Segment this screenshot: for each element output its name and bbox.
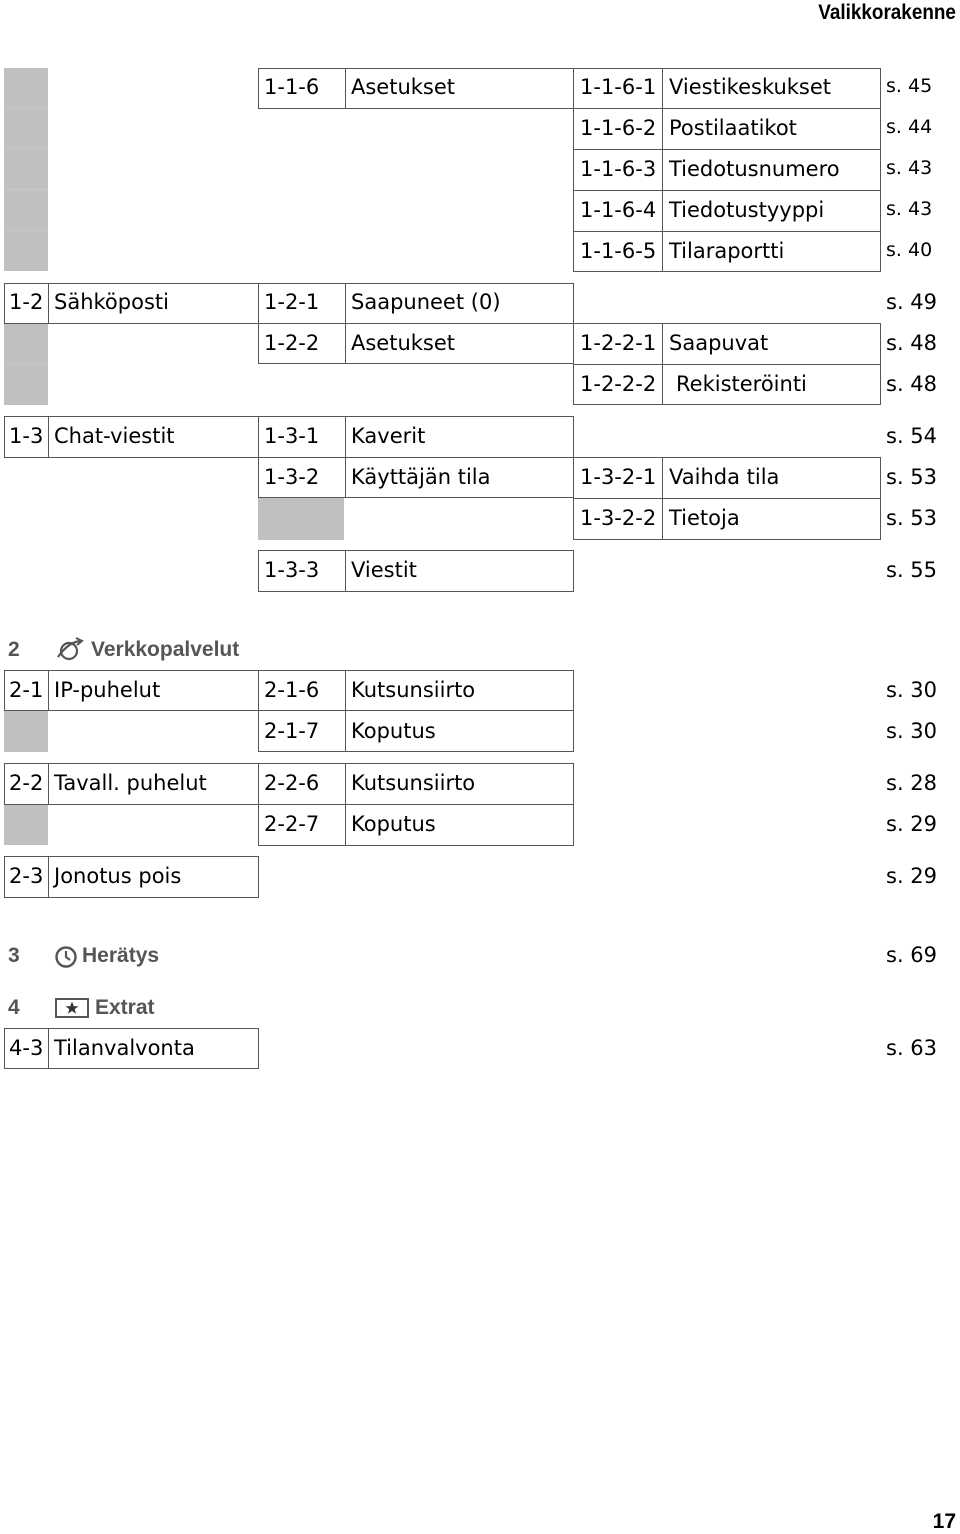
menu-label: Kutsunsiirto	[351, 678, 476, 702]
page-ref: s. 55	[886, 558, 938, 582]
page-ref: s. 29	[886, 864, 938, 888]
menu-code: 2-1-7	[264, 719, 320, 743]
menu-label: Jonotus pois	[54, 864, 182, 888]
page-ref: s. 45	[886, 75, 933, 97]
menu-code: 2-2-6	[264, 771, 320, 795]
divider	[574, 498, 880, 499]
menu-label: Viestikeskukset	[669, 75, 832, 99]
page-ref: s. 40	[886, 239, 933, 261]
menu-code: 1-3-3	[264, 558, 320, 582]
menu-label: Asetukset	[351, 331, 456, 355]
page-ref: s. 30	[886, 678, 938, 702]
page-ref: s. 48	[886, 372, 938, 396]
menu-code: 1-2	[9, 290, 44, 314]
menu-label: Koputus	[351, 719, 436, 743]
section-number: 2	[8, 638, 20, 661]
divider	[574, 190, 880, 191]
menu-code: 4-3	[9, 1036, 44, 1060]
page-ref: s. 30	[886, 719, 938, 743]
menu-label: Postilaatikot	[669, 116, 797, 140]
continuation-bar	[4, 805, 48, 845]
menu-code: 1-2-2	[264, 331, 320, 355]
menu-code: 1-2-1	[264, 290, 320, 314]
menu-label: Tilanvalvonta	[54, 1036, 195, 1060]
star-box-icon	[55, 998, 89, 1018]
menu-code: 2-2-7	[264, 812, 320, 836]
menu-code: 1-1-6-2	[580, 116, 657, 140]
continuation-bar	[4, 68, 48, 271]
menu-label: Saapuneet (0)	[351, 290, 501, 314]
divider	[4, 230, 48, 231]
menu-label: Koputus	[351, 812, 436, 836]
page-ref: s. 43	[886, 198, 933, 220]
section-header: Valikkorakenne	[818, 1, 956, 24]
page-number: 17	[932, 1510, 956, 1533]
menu-code: 1-3-2	[264, 465, 320, 489]
divider	[4, 148, 48, 149]
menu-code: 2-1-6	[264, 678, 320, 702]
menu-label: Saapuvat	[669, 331, 769, 355]
page-ref: s. 63	[886, 1036, 938, 1060]
page-ref: s. 44	[886, 116, 933, 138]
menu-code: 2-2	[9, 771, 44, 795]
menu-label: Tavall. puhelut	[54, 771, 207, 795]
page-ref: s. 53	[886, 506, 938, 530]
divider	[574, 364, 880, 365]
menu-label: Sähköposti	[54, 290, 169, 314]
divider	[4, 364, 48, 365]
page-ref: s. 29	[886, 812, 938, 836]
page-ref: s. 53	[886, 465, 938, 489]
menu-label: Viestit	[351, 558, 417, 582]
network-services-icon	[55, 635, 85, 665]
page-ref: s. 43	[886, 157, 933, 179]
menu-label: Kaverit	[351, 424, 426, 448]
menu-label: Kutsunsiirto	[351, 771, 476, 795]
menu-label: Asetukset	[351, 75, 456, 99]
menu-code: 1-1-6-3	[580, 157, 657, 181]
divider	[574, 149, 880, 150]
menu-code: 1-1-6-1	[580, 75, 657, 99]
menu-code: 1-1-6-5	[580, 239, 657, 263]
divider	[4, 189, 48, 190]
menu-label: IP-puhelut	[54, 678, 161, 702]
menu-code: 1-3-2-2	[580, 506, 657, 530]
section-number: 3	[8, 944, 20, 967]
continuation-bar	[4, 711, 48, 752]
menu-code: 1-3-2-1	[580, 465, 657, 489]
divider	[574, 231, 880, 232]
menu-label: Vaihda tila	[669, 465, 780, 489]
menu-label: Tilaraportti	[669, 239, 785, 263]
page-ref: s. 49	[886, 290, 938, 314]
menu-label: Tiedotusnumero	[669, 157, 840, 181]
menu-label: Tiedotustyyppi	[669, 198, 825, 222]
menu-code: 1-2-2-1	[580, 331, 657, 355]
menu-code: 2-1	[9, 678, 44, 702]
divider	[4, 108, 48, 109]
section-title: Extrat	[95, 996, 155, 1019]
section-number: 4	[8, 996, 20, 1019]
alarm-clock-icon	[53, 943, 79, 969]
menu-label: Käyttäjän tila	[351, 465, 491, 489]
menu-code: 1-3-1	[264, 424, 320, 448]
divider	[574, 108, 880, 109]
page-ref: s. 69	[886, 943, 938, 967]
continuation-bar	[258, 498, 344, 540]
menu-code: 1-1-6-4	[580, 198, 657, 222]
menu-label: Tietoja	[669, 506, 740, 530]
section-title: Verkkopalvelut	[91, 638, 240, 661]
menu-code: 1-2-2-2	[580, 372, 657, 396]
menu-label: Chat-viestit	[54, 424, 175, 448]
section-title: Herätys	[82, 944, 160, 967]
page-ref: s. 48	[886, 331, 938, 355]
menu-label: Rekisteröinti	[676, 372, 807, 396]
menu-code: 1-3	[9, 424, 44, 448]
page-ref: s. 28	[886, 771, 938, 795]
page-ref: s. 54	[886, 424, 938, 448]
menu-code: 1-1-6	[264, 75, 320, 99]
menu-code: 2-3	[9, 864, 44, 888]
